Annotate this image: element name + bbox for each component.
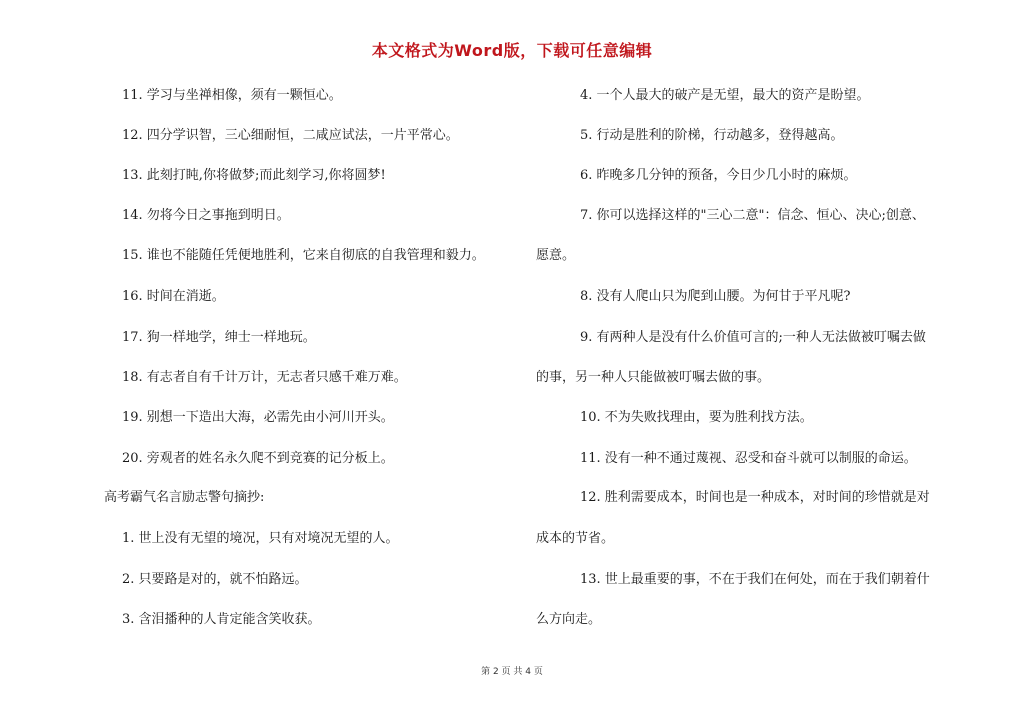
list-item: 10. 不为失败找理由，要为胜利找方法。 xyxy=(580,410,813,425)
list-item: 3. 含泪播种的人肯定能含笑收获。 xyxy=(122,612,321,627)
word-format-banner: 本文格式为Word版，下载可任意编辑 xyxy=(371,41,653,60)
list-item: 4. 一个人最大的破产是无望，最大的资产是盼望。 xyxy=(580,88,870,103)
list-item: 5. 行动是胜利的阶梯，行动越多，登得越高。 xyxy=(580,128,844,143)
list-item: 9. 有两种人是没有什么价值可言的;一种人无法做被叮嘱去做 xyxy=(580,330,926,345)
list-item: 19. 别想一下造出大海，必需先由小河川开头。 xyxy=(122,410,394,425)
list-item: 8. 没有人爬山只为爬到山腰。为何甘于平凡呢? xyxy=(580,289,851,304)
list-item: 1. 世上没有无望的境况，只有对境况无望的人。 xyxy=(122,531,399,546)
list-item: 18. 有志者自有千计万计，无志者只感千难万难。 xyxy=(122,370,407,385)
list-item: 20. 旁观者的姓名永久爬不到竞赛的记分板上。 xyxy=(122,451,394,466)
list-item: 12. 四分学识智，三心细耐恒，二咸应试法，一片平常心。 xyxy=(122,128,459,143)
list-item: 6. 昨晚多几分钟的预备，今日少几小时的麻烦。 xyxy=(580,168,857,183)
section-heading: 高考霸气名言励志警句摘抄: xyxy=(104,490,265,505)
list-item: 15. 谁也不能随任凭便地胜利，它来自彻底的自我管理和毅力。 xyxy=(122,248,485,263)
list-item: 16. 时间在消逝。 xyxy=(122,289,225,304)
list-item: 13. 此刻打盹,你将做梦;而此刻学习,你将圆梦! xyxy=(122,168,386,183)
list-item-continuation: 的事，另一种人只能做被叮嘱去做的事。 xyxy=(536,370,771,385)
list-item: 11. 学习与坐禅相像，须有一颗恒心。 xyxy=(122,88,342,103)
page-number-footer: 第 2 页 共 4 页 xyxy=(481,667,543,677)
list-item: 2. 只要路是对的，就不怕路远。 xyxy=(122,572,308,587)
list-item: 14. 勿将今日之事拖到明日。 xyxy=(122,208,290,223)
list-item-continuation: 么方向走。 xyxy=(536,612,602,627)
list-item: 11. 没有一种不通过蔑视、忍受和奋斗就可以制服的命运。 xyxy=(580,451,917,466)
list-item-continuation: 成本的节省。 xyxy=(536,531,615,546)
list-item: 7. 你可以选择这样的"三心二意"：信念、恒心、决心;创意、 xyxy=(580,208,925,223)
list-item: 12. 胜利需要成本，时间也是一种成本，对时间的珍惜就是对 xyxy=(580,490,930,505)
list-item: 17. 狗一样地学，绅士一样地玩。 xyxy=(122,330,316,345)
list-item-continuation: 愿意。 xyxy=(536,248,576,263)
list-item: 13. 世上最重要的事，不在于我们在何处，而在于我们朝着什 xyxy=(580,572,930,587)
